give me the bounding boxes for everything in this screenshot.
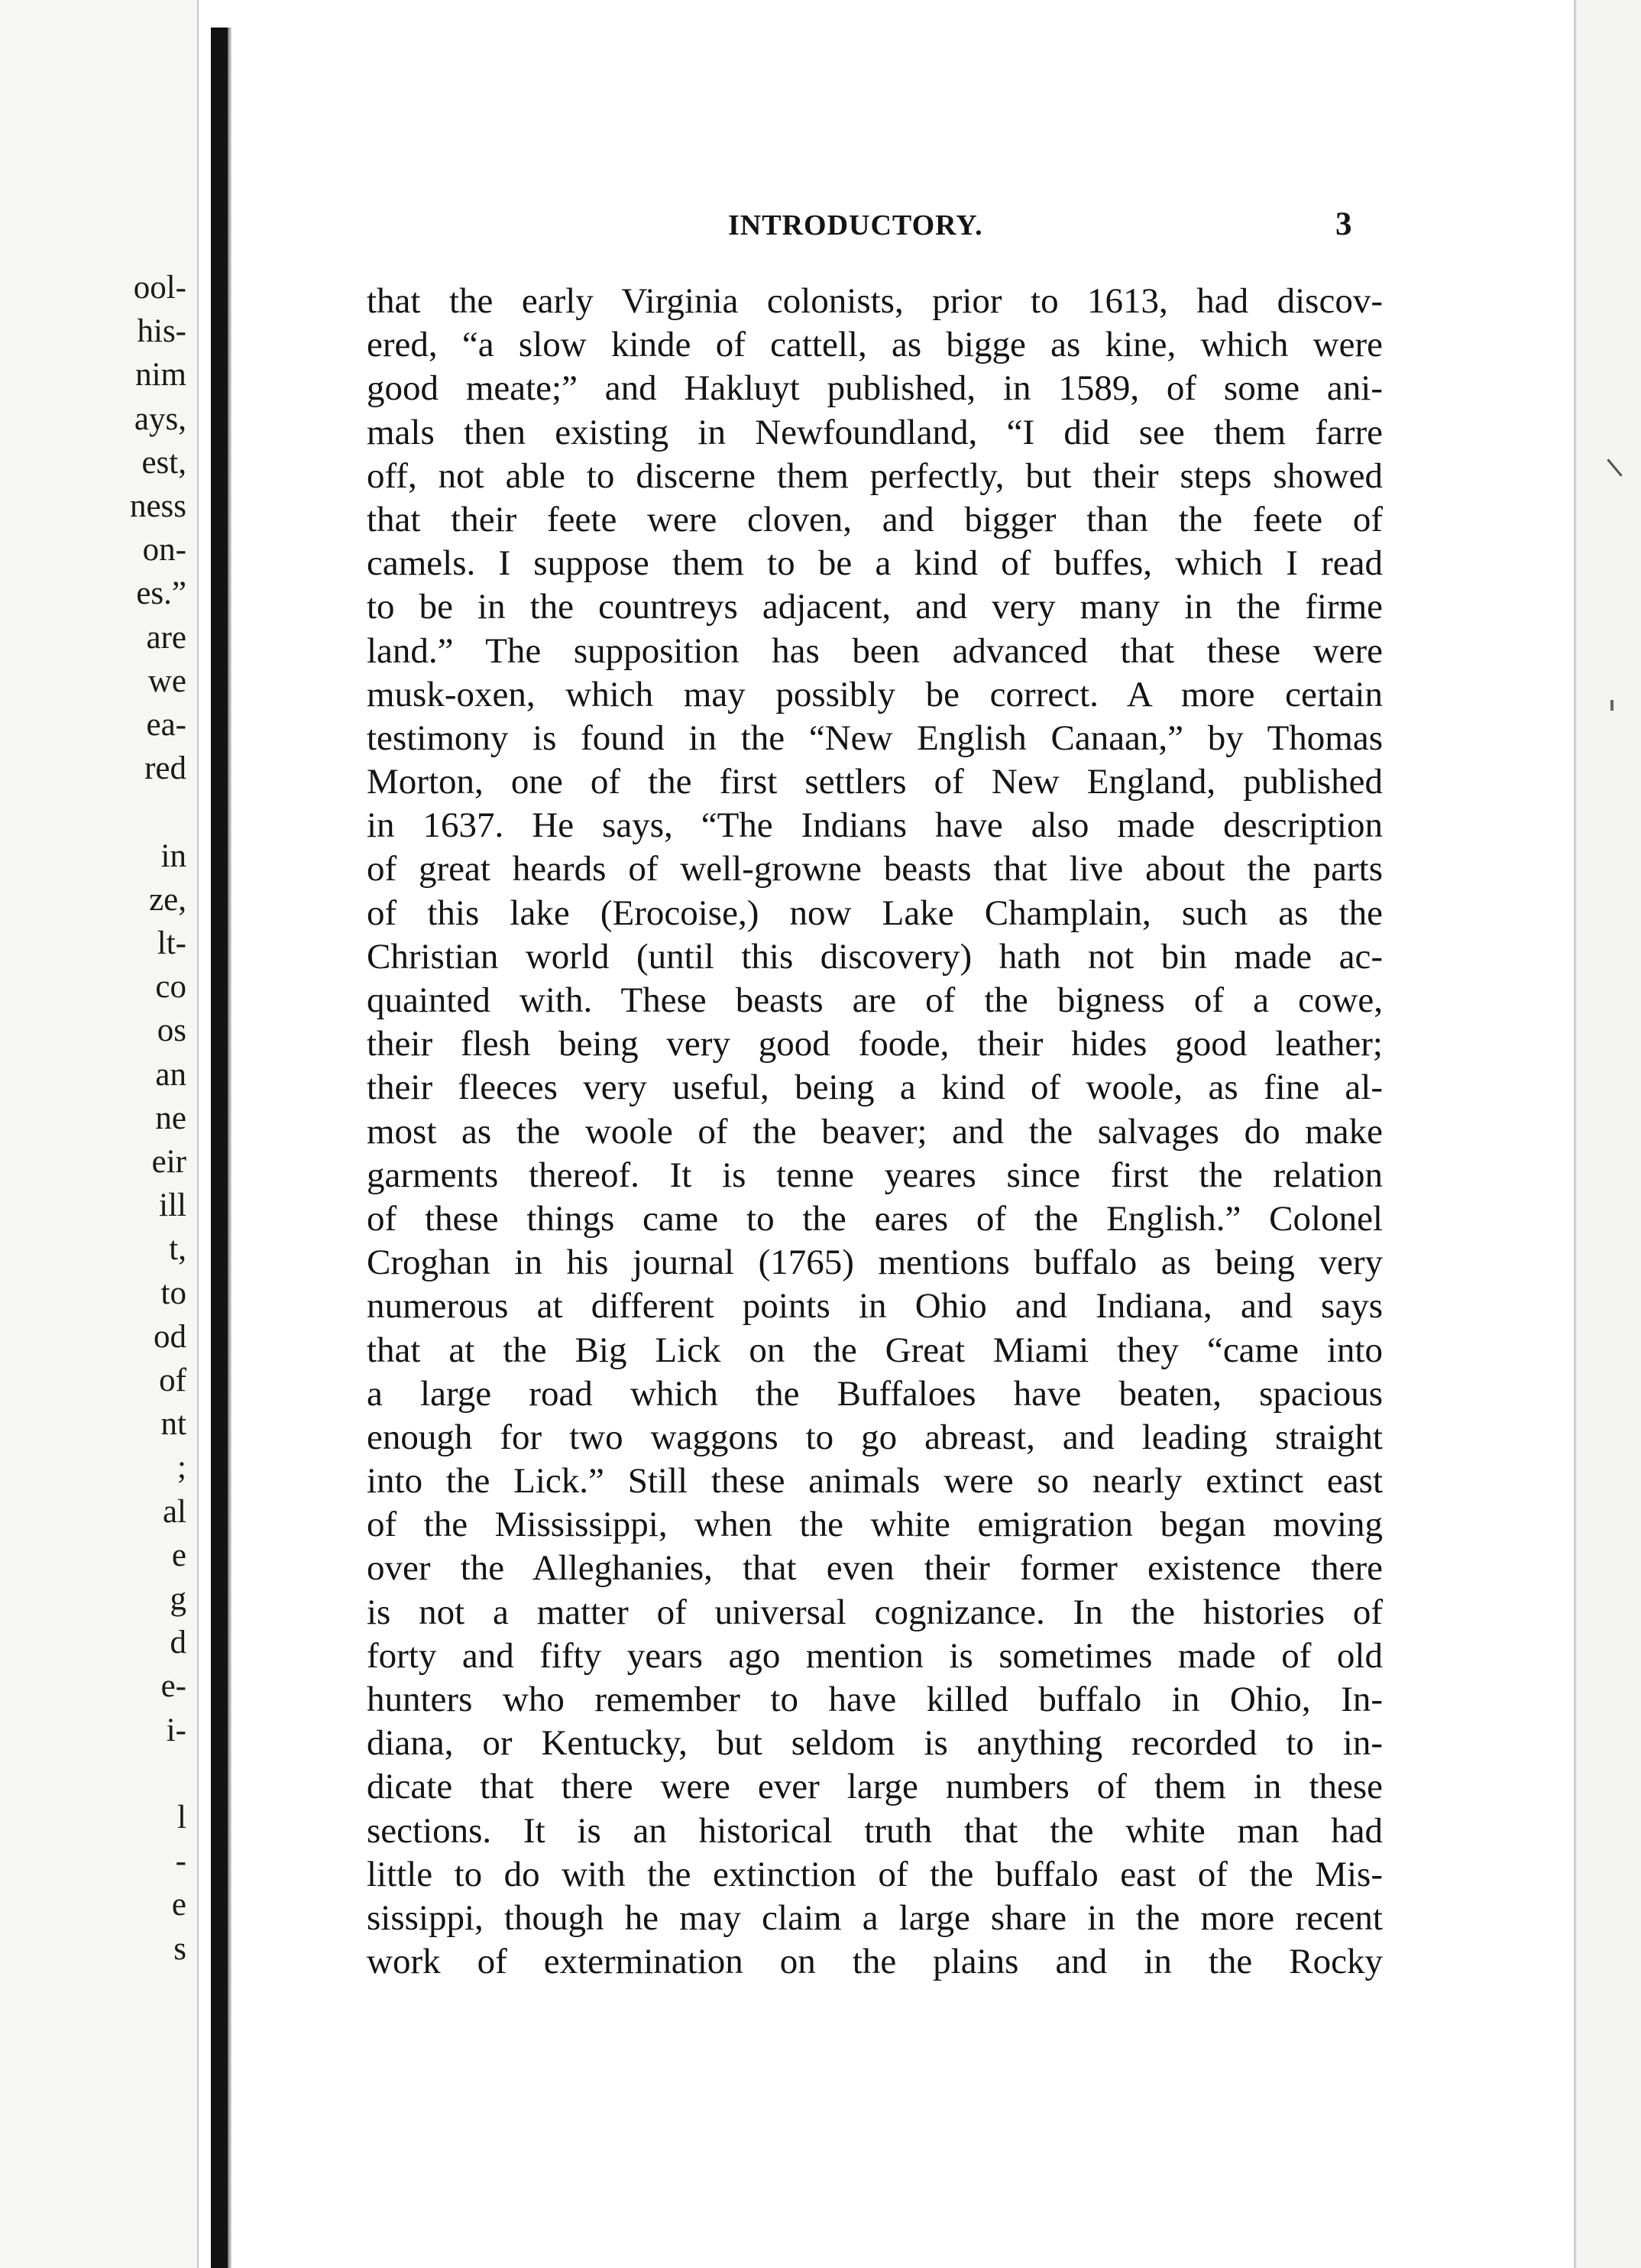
page-number: 3 — [1335, 206, 1352, 242]
previous-page-line-fragment: e — [171, 1537, 186, 1573]
text-line: diana, or Kentucky, but seldom is anything recorded to in- — [367, 1723, 1383, 1764]
previous-page-line-fragment: to — [160, 1275, 186, 1311]
text-line: in 1637. He says, “The Indians have also made description — [367, 805, 1383, 846]
page-gutter — [197, 0, 199, 2268]
text-line: their flesh being very good foode, their hides good leather; — [367, 1024, 1383, 1064]
text-line: into the Lick.” Still these animals were so nearly extinct east — [367, 1461, 1383, 1502]
text-line: over the Alleghanies, that even their former existence there — [367, 1548, 1383, 1589]
previous-page-line-fragment: an — [155, 1056, 186, 1093]
text-line: hunters who remember to have killed buffalo in Ohio, In- — [367, 1680, 1383, 1719]
previous-page-line-fragment: nim — [135, 357, 186, 394]
text-line: that at the Big Lick on the Great Miami they “came into — [367, 1330, 1383, 1370]
body-text — [367, 280, 1383, 1984]
previous-page-line-fragment: on- — [142, 532, 186, 569]
previous-page-line-fragment: d — [170, 1625, 186, 1661]
previous-page-line-fragment: est, — [141, 444, 186, 481]
right-scan-margin — [1576, 0, 1641, 2268]
previous-page-line-fragment: co — [155, 969, 186, 1006]
book-page — [232, 28, 1574, 2268]
previous-page-line-fragment: ays, — [134, 400, 186, 437]
previous-page-line-fragment: ze, — [149, 881, 186, 918]
text-line: mals then existing in Newfoundland, “I did see them farre — [367, 412, 1383, 452]
text-line: dicate that there were ever large numbers of them in these — [367, 1767, 1383, 1807]
text-line: of these things came to the eares of the English.” Colonel — [367, 1198, 1383, 1239]
text-line: little to do with the extinction of the buffalo east of the Mis- — [367, 1854, 1383, 1894]
top-margin — [211, 0, 1641, 28]
previous-page-line-fragment: e — [171, 1887, 186, 1923]
text-line: land.” The supposition has been advanced that these were — [367, 630, 1383, 671]
previous-page-line-fragment: ool- — [133, 270, 186, 306]
previous-page-line-fragment: in — [160, 838, 186, 874]
text-line: Croghan in his journal (1765) mentions buffalo as being very — [367, 1243, 1383, 1283]
previous-page-line-fragment: l — [177, 1800, 186, 1835]
text-line: garments thereof. It is tenne yeares since first the relation — [367, 1155, 1383, 1195]
text-line: enough for two waggons to go abreast, and leading straight — [367, 1417, 1383, 1457]
text-line: good meate;” and Hakluyt published, in 1589, of some ani- — [367, 368, 1383, 409]
previous-page-fragment — [0, 0, 197, 2268]
text-line: numerous at different points in Ohio and Indiana, and says — [367, 1286, 1383, 1327]
previous-page-line-fragment: we — [147, 663, 186, 699]
text-line: their fleeces very useful, being a kind of woole, as fine al- — [367, 1068, 1383, 1108]
previous-page-line-fragment: g — [170, 1581, 186, 1617]
previous-page-line-fragment: of — [159, 1362, 186, 1398]
text-line: sissippi, though he may claim a large share in the more recent — [367, 1897, 1383, 1938]
previous-page-line-fragment: ; — [177, 1450, 186, 1486]
text-line: that the early Virginia colonists, prior to 1613, had discov- — [367, 281, 1383, 321]
text-line: Christian world (until this discovery) hath not bin made ac- — [367, 936, 1383, 977]
previous-page-line-fragment: his- — [137, 313, 186, 350]
previous-page-line-fragment: ness — [129, 488, 186, 524]
previous-page-line-fragment: are — [146, 619, 186, 656]
text-line: of the Mississippi, when the white emigration began moving — [367, 1505, 1383, 1545]
text-line: of great heards of well-growne beasts that live about the parts — [367, 849, 1383, 889]
text-line: work of extermination on the plains and in the Rocky — [367, 1942, 1383, 1982]
previous-page-line-fragment: os — [157, 1013, 186, 1049]
previous-page-line-fragment: ill — [159, 1187, 186, 1224]
text-line: a large road which the Buffaloes have beaten, spacious — [367, 1373, 1383, 1414]
text-line: is not a matter of universal cognizance. In the histories of — [367, 1592, 1383, 1632]
text-line: quainted with. These beasts are of the bigness of a cowe, — [367, 980, 1383, 1020]
scan-artifact-mark — [1610, 700, 1613, 711]
previous-page-line-fragment: al — [162, 1493, 186, 1530]
text-line: to be in the countreys adjacent, and very many in the firme — [367, 587, 1383, 627]
text-line: of this lake (Erocoise,) now Lake Champlain, such as the — [367, 893, 1383, 933]
running-head: INTRODUCTORY. — [728, 209, 983, 241]
previous-page-line-fragment: lt- — [157, 925, 186, 961]
previous-page-line-fragment: e- — [160, 1668, 186, 1705]
previous-page-line-fragment: s — [173, 1930, 186, 1967]
text-line: sections. It is an historical truth that the white man had — [367, 1810, 1383, 1851]
previous-page-line-fragment: od — [154, 1318, 186, 1355]
binding-spine — [211, 28, 228, 2268]
text-line: testimony is found in the “New English Canaan,” by Thomas — [367, 718, 1383, 758]
previous-page-line-fragment: - — [175, 1843, 186, 1880]
text-line: that their feete were cloven, and bigger than the feete of — [367, 499, 1383, 539]
text-line: ered, “a slow kinde of cattell, as bigge as kine, which were — [367, 325, 1383, 365]
text-line: forty and fifty years ago mention is sometimes made of old — [367, 1635, 1383, 1676]
text-line: Morton, one of the first settlers of New England, published — [367, 762, 1383, 802]
previous-page-line-fragment: eir — [151, 1144, 186, 1180]
previous-page-line-fragment: t, — [169, 1231, 186, 1268]
previous-page-line-fragment: nt — [160, 1406, 186, 1443]
previous-page-line-fragment: ne — [155, 1100, 186, 1136]
previous-page-line-fragment: ea- — [146, 707, 186, 743]
previous-page-line-fragment: red — [144, 750, 186, 787]
text-line: most as the woole of the beaver; and the salvages do make — [367, 1111, 1383, 1152]
previous-page-line-fragment: i- — [166, 1712, 186, 1748]
text-line: off, not able to discerne them perfectly, but their steps showed — [367, 455, 1383, 496]
previous-page-line-fragment: es.” — [136, 575, 186, 612]
text-line: camels. I suppose them to be a kind of buffes, which I read — [367, 543, 1383, 584]
text-line: musk-oxen, which may possibly be correct. A more certain — [367, 674, 1383, 714]
